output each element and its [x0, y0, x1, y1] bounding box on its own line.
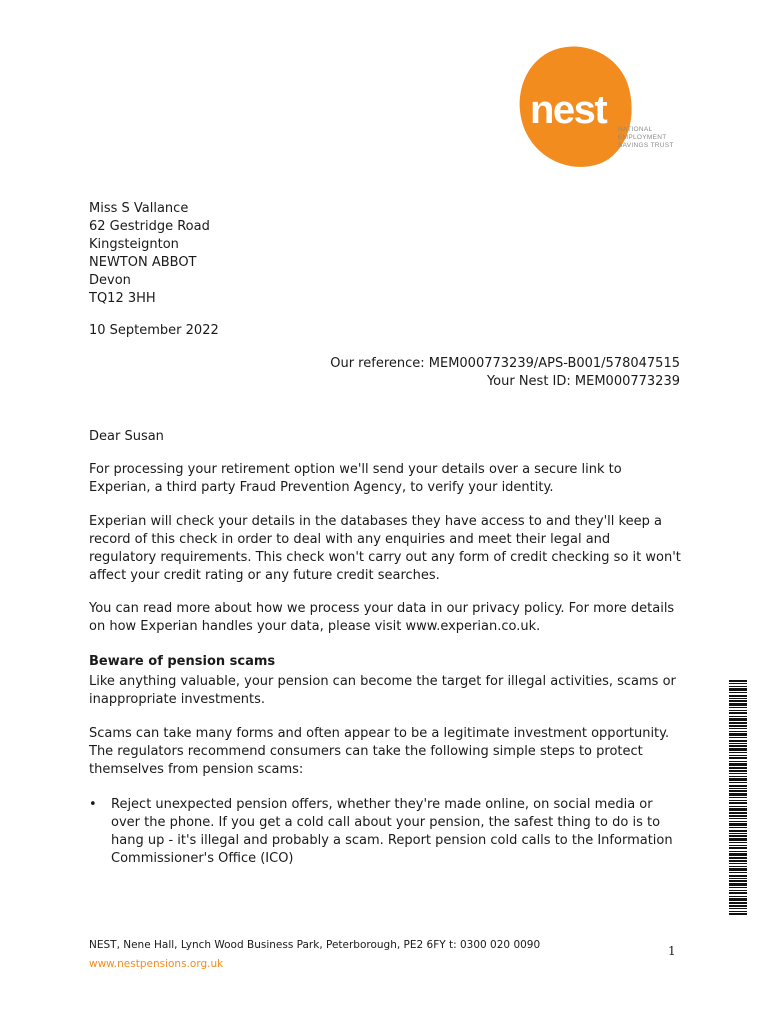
barcode-bar	[729, 773, 747, 774]
barcode-bar	[729, 878, 747, 879]
barcode-bar	[729, 688, 747, 691]
barcode-bar	[729, 700, 747, 702]
barcode-bar	[729, 695, 747, 697]
barcode-bar	[729, 707, 747, 708]
barcode-bar	[729, 770, 747, 772]
barcode-bar	[729, 892, 747, 894]
address-line: Miss S Vallance	[89, 201, 189, 216]
barcode-bar	[729, 722, 747, 724]
barcode-bar	[729, 863, 747, 864]
barcode-bar	[729, 680, 747, 682]
barcode-bar	[729, 898, 747, 901]
barcode-bar	[729, 908, 747, 909]
barcode-bar	[729, 757, 747, 759]
barcode-bar	[729, 712, 747, 714]
barcode-bar	[729, 866, 747, 867]
barcode-bar	[729, 743, 747, 744]
footer-website-link[interactable]: www.nestpensions.org.uk	[89, 958, 224, 970]
page-number: 1	[668, 944, 676, 958]
barcode-bar	[729, 728, 747, 729]
barcode-bar	[729, 698, 747, 699]
section-heading: Beware of pension scams	[89, 654, 276, 669]
bullet-marker: •	[89, 797, 97, 812]
logo-tagline-line: EMPLOYMENT	[618, 134, 667, 141]
barcode-bar	[729, 880, 747, 882]
barcode-bar	[729, 776, 747, 777]
barcode-bar	[729, 806, 747, 807]
barcode-bar	[729, 686, 747, 687]
address-line: Devon	[89, 273, 131, 288]
barcode-bar	[729, 857, 747, 859]
barcode-bar	[729, 833, 747, 834]
barcode-bar	[729, 761, 747, 762]
barcode-bar	[729, 913, 747, 915]
barcode-bar	[729, 737, 747, 738]
barcode-bar	[729, 818, 747, 819]
address-line: Kingsteignton	[89, 237, 179, 252]
barcode-bar	[729, 710, 747, 711]
recipient-address	[89, 200, 210, 308]
barcode-bar	[729, 797, 747, 798]
reference-block	[330, 355, 680, 391]
barcode-bar	[729, 800, 747, 801]
barcode-bar	[729, 716, 747, 717]
barcode-bar	[729, 763, 747, 766]
barcode-bar	[729, 692, 747, 693]
barcode-bar	[729, 725, 747, 727]
barcode-bar	[729, 793, 747, 796]
nest-id: Your Nest ID: MEM000773239	[486, 374, 680, 389]
barcode-bar	[729, 808, 747, 811]
barcode-bar	[729, 902, 747, 904]
footer-address: NEST, Nene Hall, Lynch Wood Business Park, Peterborough, PE2 6FY t: 0300 020 0090	[89, 939, 541, 951]
barcode-bar	[729, 788, 747, 789]
barcode-bar	[729, 827, 747, 828]
barcode-bar	[729, 745, 747, 747]
barcode-bar	[729, 890, 747, 891]
barcode-bar	[729, 883, 747, 886]
barcode-bar	[729, 830, 747, 832]
body-paragraph: For processing your retirement option we'll send your details over a secure link to Experian, a third party Fraud Prevention Agency, to verify your identity.	[89, 462, 622, 495]
barcode-bar	[729, 733, 747, 736]
bullet-item: Reject unexpected pension offers, whether they're made online, on social media or over the phone. If you get a cold call about your pension, the safest thing to do is to hang up - it's illegal and probably a scam. Report pension cold calls to the Information Commissioner's Office (ICO)	[111, 797, 673, 866]
barcode-bar	[729, 812, 747, 814]
barcode-bar	[729, 868, 747, 871]
address-line: TQ12 3HH	[89, 291, 156, 306]
barcode-bar	[729, 782, 747, 783]
barcode-bar	[729, 835, 747, 837]
barcode-bar	[729, 790, 747, 792]
barcode-bar	[729, 731, 747, 732]
barcode-bar	[729, 905, 747, 907]
barcode-bar	[729, 778, 747, 781]
address-line: NEWTON ABBOT	[89, 255, 197, 270]
barcode-bar	[729, 718, 747, 721]
our-reference: Our reference: MEM000773239/APS-B001/578047515	[330, 356, 680, 371]
body-paragraph: You can read more about how we process your data in our privacy policy. For more details on how Experian handles your data, please visit www.experian.co.uk.	[89, 601, 675, 634]
logo-tagline-line: SAVINGS TRUST	[618, 142, 674, 149]
barcode-bar	[729, 838, 747, 841]
barcode-bar	[729, 755, 747, 756]
body-paragraph: Like anything valuable, your pension can become the target for illegal activities, scams or inappropriate investments.	[89, 674, 676, 707]
barcode-bar	[729, 748, 747, 751]
barcode-bar	[729, 911, 747, 912]
barcode-bar	[729, 887, 747, 888]
logo-tagline-line: NATIONAL	[618, 126, 653, 133]
barcode-bar	[729, 853, 747, 856]
logo-tagline	[618, 126, 674, 150]
barcode-bar	[729, 802, 747, 804]
barcode-bar	[729, 683, 747, 684]
body-paragraph: Scams can take many forms and often appear to be a legitimate investment opportunity. The regulators recommend consumers can take the following simple steps to protect themselves from pension scams:	[89, 726, 670, 777]
barcode-bar	[729, 785, 747, 787]
barcode-bar	[729, 851, 747, 852]
nest-logo	[510, 40, 680, 180]
salutation: Dear Susan	[89, 429, 164, 444]
barcode-bar	[729, 703, 747, 706]
barcode-bar	[729, 847, 747, 849]
body-paragraph: Experian will check your details in the databases they have access to and they'll keep a record of this check in order to deal with any enquiries and meet their legal and regulatory requirements. This check won't carry out any form of credit checking so it won't affect your credit rating or any future credit searches.	[89, 514, 681, 583]
barcode-bar	[729, 740, 747, 742]
barcode-bar	[729, 842, 747, 843]
barcode-bar	[729, 896, 747, 897]
logo-wordmark: nest	[530, 88, 607, 132]
barcode-bar	[729, 872, 747, 873]
address-line: 62 Gestridge Road	[89, 219, 210, 234]
barcode-bar	[729, 767, 747, 769]
barcode-bar	[729, 823, 747, 826]
letter-date: 10 September 2022	[89, 323, 219, 338]
barcode-bar	[729, 845, 747, 846]
barcode-bar	[729, 752, 747, 753]
barcode-bar	[729, 860, 747, 862]
barcode-bar	[729, 821, 747, 822]
barcode	[729, 680, 747, 915]
barcode-bar	[729, 875, 747, 877]
barcode-bar	[729, 815, 747, 817]
